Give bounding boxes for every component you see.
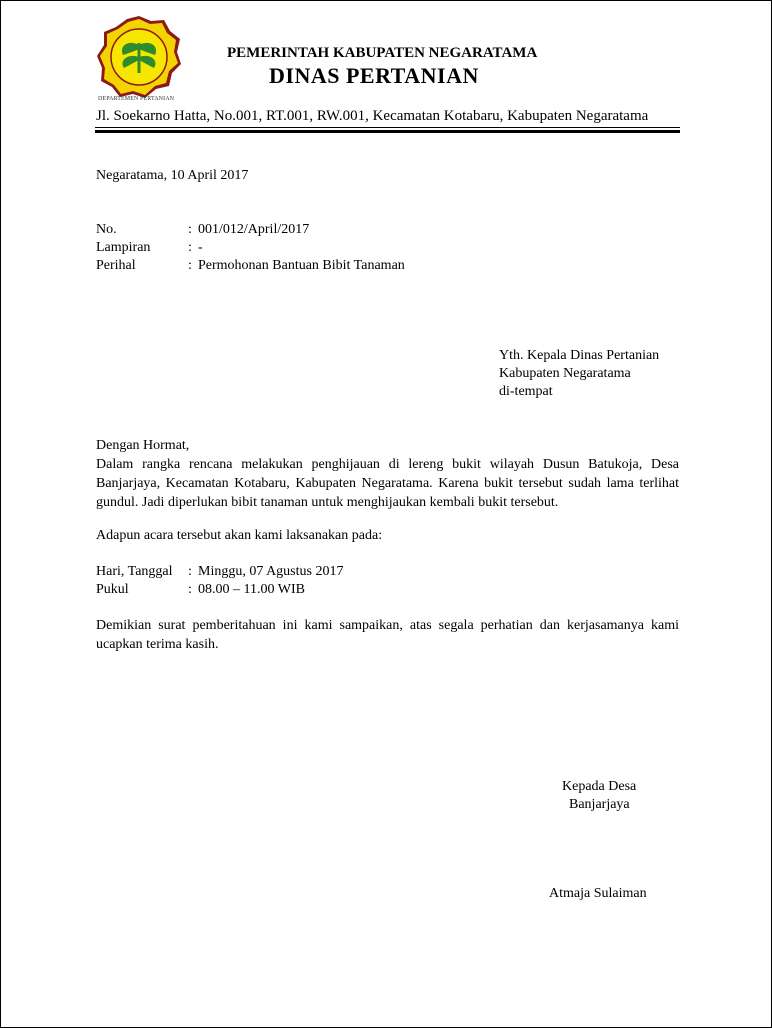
recipient-line: Kabupaten Negaratama (499, 366, 631, 381)
closing-paragraph: Demikian surat pemberitahuan ini kami sampaikan, atas segala perhatian dan kerjasamanya kami ucapkan terima kasih. (96, 618, 679, 652)
body-paragraph: Dalam rangka rencana melakukan penghijauan di lereng bukit wilayah Dusun Batukoja, Desa Banjarjaya, Kecamatan Kotabaru, Kabupaten Negaratama. Karena bukit tersebut sudah lama terlihat gundul. Jadi diperlukan bibit tanaman untuk menghijaukan kembali bukit tersebut. (96, 457, 679, 510)
org-line: PEMERINTAH KABUPATEN NEGARATAMA (227, 45, 538, 61)
meta-separator: : (188, 222, 192, 237)
meta-separator: : (188, 240, 192, 255)
event-separator: : (188, 582, 192, 597)
address-line: Jl. Soekarno Hatta, No.001, RT.001, RW.001, Kecamatan Kotabaru, Kabupaten Negaratama (96, 108, 649, 124)
recipient-line: di-tempat (499, 384, 553, 399)
event-label: Hari, Tanggal (96, 564, 173, 579)
header-rule-thin (95, 127, 680, 128)
logo-caption: DEPARTEMEN PERTANIAN (98, 96, 175, 102)
meta-value-subject: Permohonan Bantuan Bibit Tanaman (198, 258, 405, 273)
date-line: Negaratama, 10 April 2017 (96, 168, 249, 183)
meta-value-attachment: - (198, 240, 203, 255)
meta-separator: : (188, 258, 192, 273)
agency-title: DINAS PERTANIAN (269, 63, 479, 88)
meta-label: Perihal (96, 258, 136, 273)
department-logo (97, 15, 181, 99)
event-label: Pukul (96, 582, 129, 597)
signoff-line: Banjarjaya (569, 797, 630, 812)
meta-label: No. (96, 222, 117, 237)
signatory-name: Atmaja Sulaiman (549, 886, 647, 901)
signoff-line: Kepada Desa (562, 779, 637, 794)
event-separator: : (188, 564, 192, 579)
recipient-line: Yth. Kepala Dinas Pertanian (499, 348, 660, 363)
salutation: Dengan Hormat, (96, 438, 190, 453)
event-value-time: 08.00 – 11.00 WIB (198, 582, 305, 597)
event-value-date: Minggu, 07 Agustus 2017 (198, 564, 344, 579)
event-intro: Adapun acara tersebut akan kami laksanakan pada: (96, 528, 383, 543)
meta-label: Lampiran (96, 240, 151, 255)
header-rule-thick (95, 130, 680, 133)
meta-value-number: 001/012/April/2017 (198, 222, 310, 237)
